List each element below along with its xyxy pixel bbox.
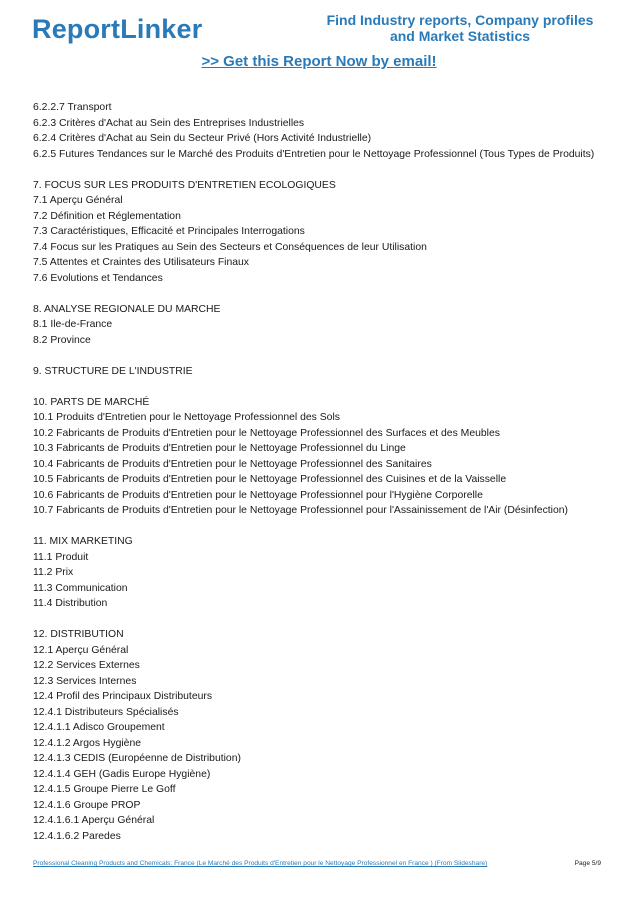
toc-entry: 11.2 Prix: [33, 567, 74, 578]
toc-entry: 11.4 Distribution: [33, 598, 108, 609]
toc-entry: 12. DISTRIBUTION: [33, 629, 124, 640]
toc-entry: 12.4.1.3 CEDIS (Européenne de Distribution): [33, 753, 241, 764]
toc-entry: 12.4.1.5 Groupe Pierre Le Goff: [33, 784, 176, 795]
toc-entry: 6.2.5 Futures Tendances sur le Marché des Produits d'Entretien pour le Nettoyage Professionnel (Tous Types de Produits): [33, 148, 595, 160]
toc-entry: 7.4 Focus sur les Pratiques au Sein des Secteurs et Conséquences de leur Utilisation: [33, 241, 427, 253]
table-of-contents: [33, 100, 623, 844]
report-source-link[interactable]: Professional Cleaning Products and Chemicals: France (Le Marché des Produits d'Entretien pour le Nettoyage Professionnel en France ) (From Slideshare): [33, 860, 488, 867]
toc-entry: 6.2.4 Critères d'Achat au Sein du Secteur Privé (Hors Activité Industrielle): [33, 133, 372, 144]
toc-entry: 7. FOCUS SUR LES PRODUITS D'ENTRETIEN ECOLOGIQUES: [33, 179, 336, 191]
tagline-line-2: and Market Statistics: [389, 28, 531, 44]
toc-entry: 6.2.2.7 Transport: [33, 102, 112, 113]
toc-entry: 7.1 Aperçu Général: [33, 195, 123, 206]
toc-entry: 8.2 Province: [33, 334, 91, 346]
toc-entry: 9. STRUCTURE DE L'INDUSTRIE: [33, 365, 193, 377]
toc-entry: 6.2.3 Critères d'Achat au Sein des Entreprises Industrielles: [33, 117, 305, 129]
page-number: Page 5/9: [574, 860, 601, 867]
toc-entry: 11.1 Produit: [33, 551, 89, 563]
reportlinker-logo[interactable]: ReportLinker: [32, 14, 203, 44]
toc-entry: 7.3 Caractéristiques, Efficacité et Principales Interrogations: [33, 226, 305, 237]
toc-spacer: [33, 286, 623, 302]
toc-entry: 12.4.1.6.1 Aperçu Général: [33, 815, 155, 826]
toc-entry: 12.4.1.2 Argos Hygiène: [33, 737, 142, 749]
get-report-link[interactable]: >> Get this Report Now by email!: [201, 53, 437, 70]
toc-spacer: [33, 162, 623, 178]
toc-entry: 12.1 Aperçu Général: [33, 644, 129, 656]
toc-entry: 10.7 Fabricants de Produits d'Entretien pour le Nettoyage Professionnel pour l'Assainissement de l'Air (Désinfection): [33, 505, 568, 516]
toc-entry: 12.2 Services Externes: [33, 660, 140, 671]
toc-entry: 10. PARTS DE MARCHÉ: [33, 396, 150, 408]
tagline-line-1: Find Industry reports, Company profiles: [326, 12, 594, 28]
toc-entry: 11. MIX MARKETING: [33, 536, 133, 547]
toc-entry: 10.6 Fabricants de Produits d'Entretien pour le Nettoyage Professionnel pour l'Hygiène Corporelle: [33, 489, 483, 501]
toc-spacer: [33, 612, 623, 628]
toc-entry: 8.1 Ile-de-France: [33, 319, 113, 330]
toc-spacer: [33, 519, 623, 535]
toc-entry: 11.3 Communication: [33, 582, 128, 594]
toc-spacer: [33, 379, 623, 395]
toc-entry: 12.3 Services Internes: [33, 675, 137, 687]
toc-entry: 7.2 Définition et Réglementation: [33, 210, 181, 222]
toc-entry: 10.4 Fabricants de Produits d'Entretien pour le Nettoyage Professionnel des Sanitaires: [33, 458, 432, 470]
footer: [33, 860, 601, 867]
toc-entry: 10.2 Fabricants de Produits d'Entretien pour le Nettoyage Professionnel des Surfaces et des Meubles: [33, 427, 500, 439]
toc-entry: 12.4.1.6 Groupe PROP: [33, 799, 141, 811]
toc-spacer: [33, 348, 623, 364]
toc-entry: 10.3 Fabricants de Produits d'Entretien pour le Nettoyage Professionnel du Linge: [33, 443, 406, 454]
toc-entry: 12.4.1.1 Adisco Groupement: [33, 722, 165, 733]
toc-entry: 12.4.1.4 GEH (Gadis Europe Hygiène): [33, 768, 211, 780]
toc-entry: 7.5 Attentes et Craintes des Utilisateurs Finaux: [33, 257, 250, 268]
toc-entry: 8. ANALYSE REGIONALE DU MARCHE: [33, 303, 221, 315]
toc-entry: 12.4.1 Distributeurs Spécialisés: [33, 706, 179, 718]
toc-entry: 10.5 Fabricants de Produits d'Entretien pour le Nettoyage Professionnel des Cuisines et de la Vaisselle: [33, 474, 507, 485]
toc-entry: 12.4.1.6.2 Paredes: [33, 830, 121, 842]
header-tagline: [320, 12, 600, 44]
toc-entry: 12.4 Profil des Principaux Distributeurs: [33, 691, 213, 702]
toc-entry: 10.1 Produits d'Entretien pour le Nettoyage Professionnel des Sols: [33, 412, 340, 423]
toc-entry: 7.6 Evolutions et Tendances: [33, 272, 163, 284]
